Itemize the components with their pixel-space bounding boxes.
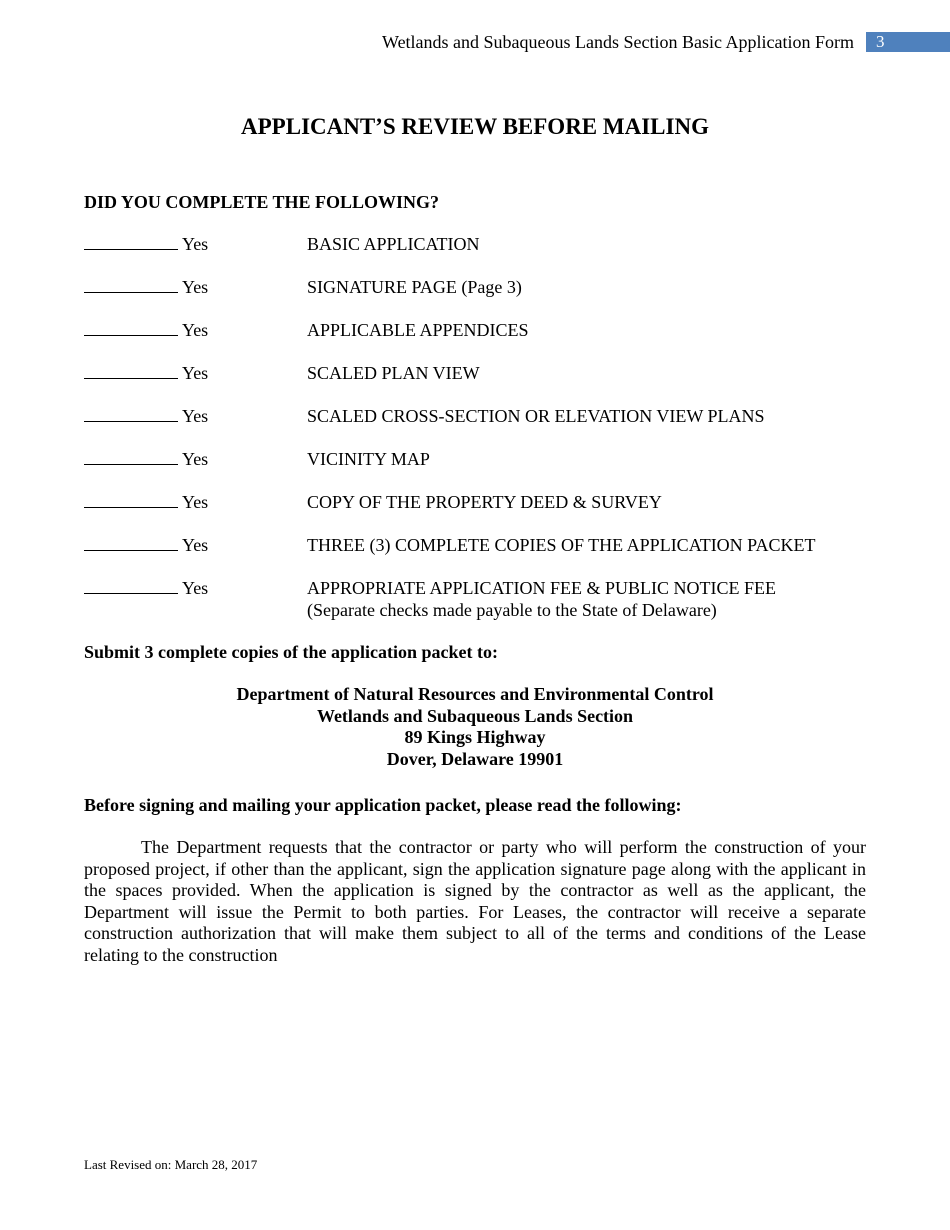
yes-label: Yes: [182, 234, 209, 254]
checklist-item-label: BASIC APPLICATION: [307, 234, 480, 254]
checklist-item-label: SCALED PLAN VIEW: [307, 363, 480, 383]
checklist-item-label: SIGNATURE PAGE (Page 3): [307, 277, 522, 297]
mailing-address: [0, 684, 950, 770]
yes-label: Yes: [182, 406, 209, 426]
checklist-row: [84, 577, 884, 620]
check-blank-line[interactable]: [84, 534, 178, 551]
checklist-row: [84, 319, 884, 362]
yes-label: Yes: [182, 492, 209, 512]
page-title: APPLICANT’S REVIEW BEFORE MAILING: [241, 114, 709, 139]
yes-label: Yes: [182, 449, 209, 469]
checklist-row: [84, 448, 884, 491]
checklist-row: [84, 233, 884, 276]
checklist-item-label: APPROPRIATE APPLICATION FEE & PUBLIC NOTICE FEE: [307, 578, 777, 598]
before-signing-heading: Before signing and mailing your application packet, please read the following:: [84, 795, 682, 815]
yes-label: Yes: [182, 277, 209, 297]
yes-label: Yes: [182, 535, 209, 555]
page-number-badge: 3: [866, 32, 950, 52]
address-line-city: Dover, Delaware 19901: [386, 748, 564, 769]
checklist-item-label: VICINITY MAP: [307, 449, 430, 469]
checklist-heading: DID YOU COMPLETE THE FOLLOWING?: [84, 192, 440, 212]
checklist-row: [84, 405, 884, 448]
checklist-item-label: COPY OF THE PROPERTY DEED & SURVEY: [307, 492, 662, 512]
check-blank-line[interactable]: [84, 233, 178, 250]
check-blank-line[interactable]: [84, 362, 178, 379]
last-revised-footer: Last Revised on: March 28, 2017: [84, 1157, 258, 1172]
check-blank-line[interactable]: [84, 448, 178, 465]
check-blank-line[interactable]: [84, 319, 178, 336]
check-blank-line[interactable]: [84, 491, 178, 508]
checklist-item-label: SCALED CROSS-SECTION OR ELEVATION VIEW PLANS: [307, 406, 765, 426]
yes-label: Yes: [182, 363, 209, 383]
checklist-item-label: THREE (3) COMPLETE COPIES OF THE APPLICATION PACKET: [307, 535, 816, 555]
address-line-street: 89 Kings Highway: [404, 727, 546, 747]
page-header: [0, 30, 950, 54]
yes-label: Yes: [182, 578, 209, 598]
yes-label: Yes: [182, 320, 209, 340]
instructions-paragraph: The Department requests that the contractor or party who will perform the construction of your proposed project, if other than the applicant, sign the application signature page along with the applicant in the spaces provided. When the application is signed by the contractor as well as the applicant, the Department will issue the Permit to both parties. For Leases, the contractor will receive a separate construction authorization that will make them subject to all of the terms and conditions of the Lease relating to the construction: [84, 837, 866, 965]
submit-heading: Submit 3 complete copies of the application packet to:: [84, 642, 498, 662]
checklist: [84, 233, 884, 620]
checklist-row: [84, 276, 884, 319]
checklist-item-note: (Separate checks made payable to the State of Delaware): [307, 600, 717, 620]
checklist-row: [84, 534, 884, 577]
checklist-row: [84, 362, 884, 405]
address-line-department: Department of Natural Resources and Environmental Control: [236, 684, 714, 704]
address-line-section: Wetlands and Subaqueous Lands Section: [316, 705, 634, 726]
check-blank-line[interactable]: [84, 577, 178, 594]
check-blank-line[interactable]: [84, 276, 178, 293]
checklist-row: [84, 491, 884, 534]
checklist-item-label: APPLICABLE APPENDICES: [307, 320, 529, 340]
header-title: Wetlands and Subaqueous Lands Section Basic Application Form: [382, 32, 854, 52]
check-blank-line[interactable]: [84, 405, 178, 422]
